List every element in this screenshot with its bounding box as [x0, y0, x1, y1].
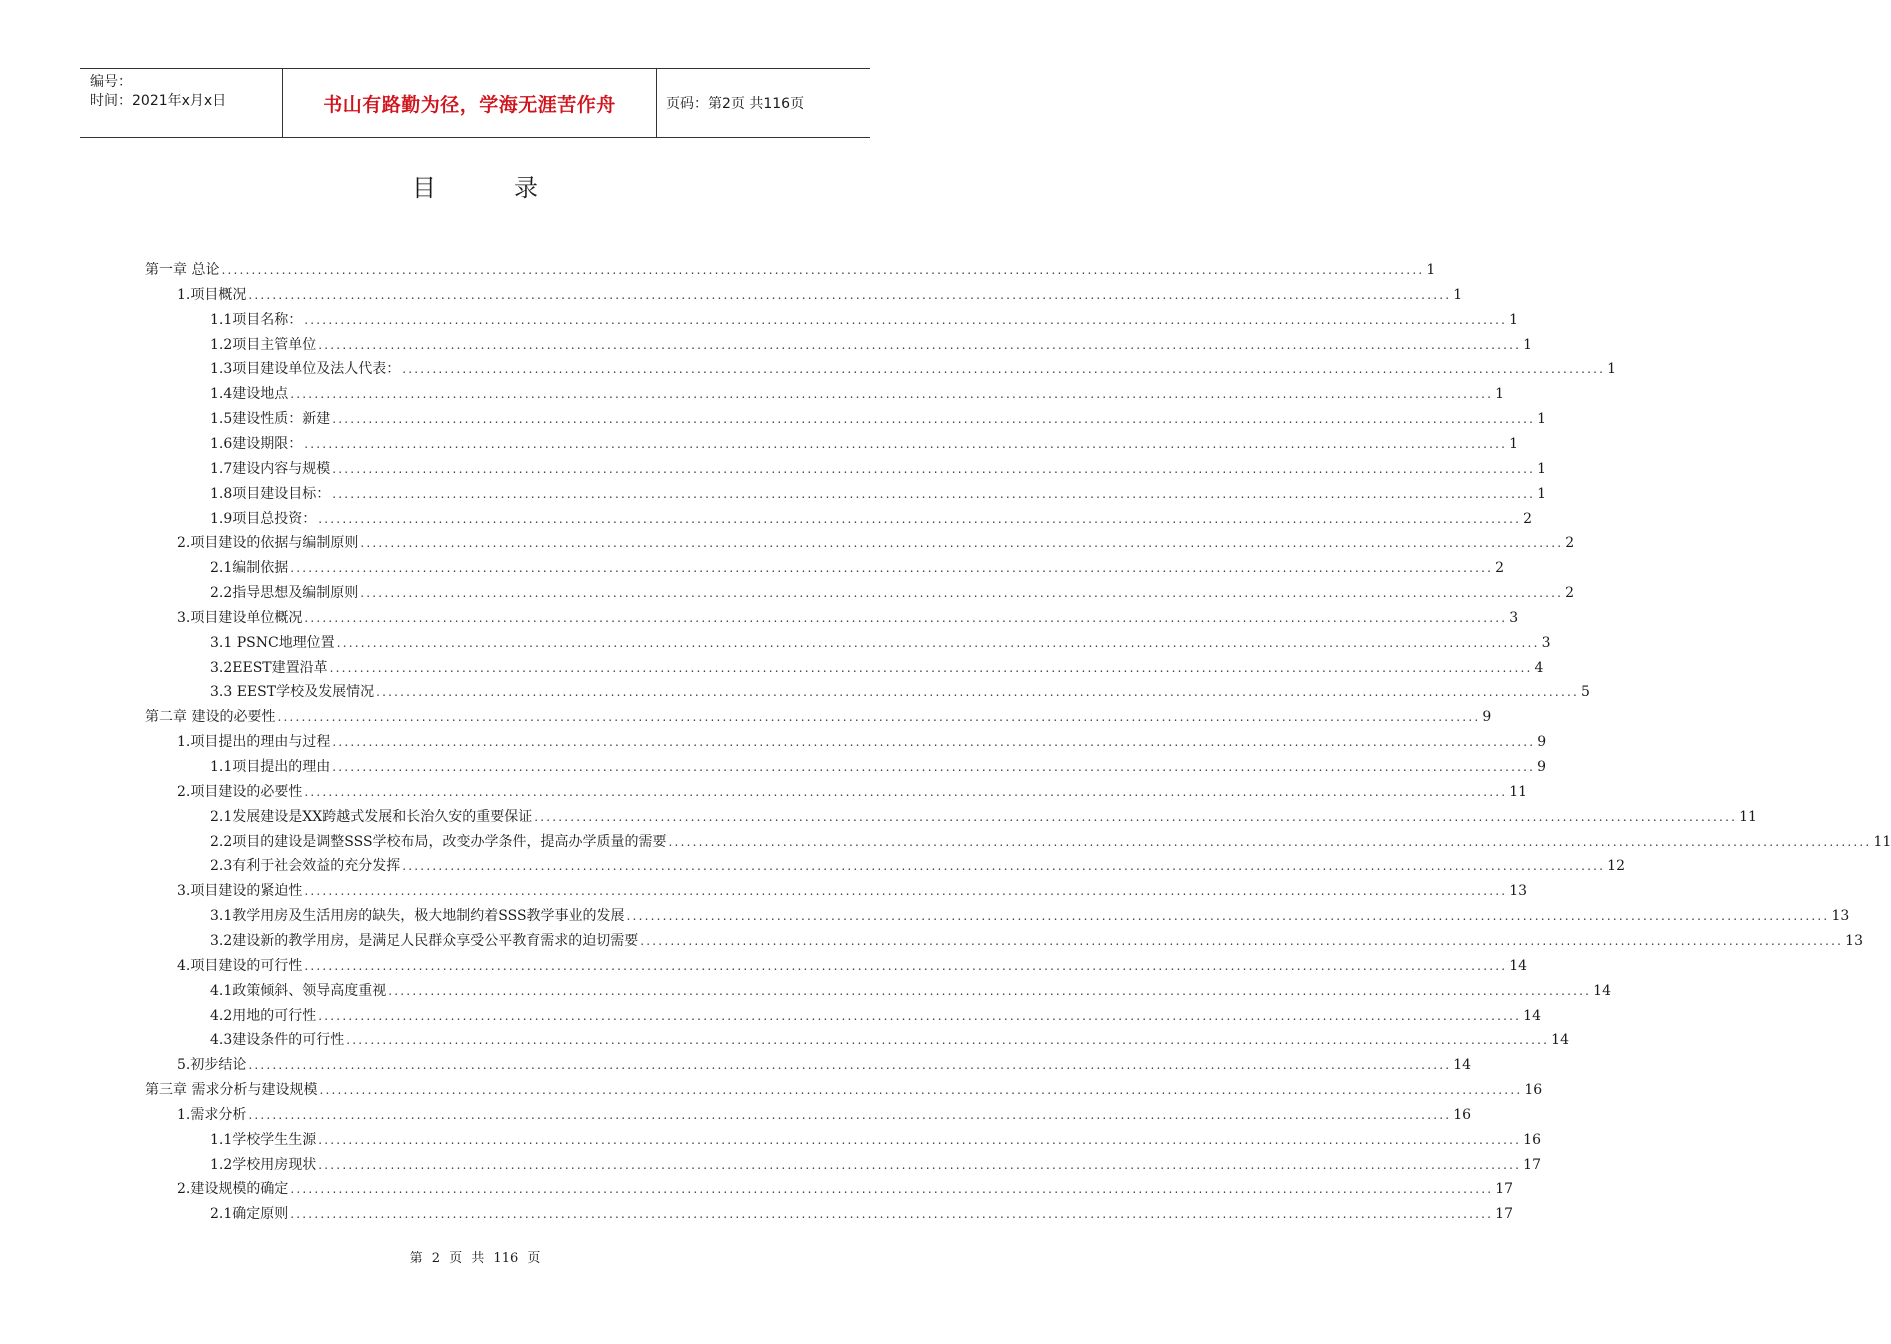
toc-entry-page: 13: [1509, 883, 1528, 900]
toc-entry-text: 第一章 总论: [145, 262, 220, 278]
toc-leader-dots: ........................................................................................................................................................................................................: [388, 983, 1592, 998]
toc-entry[interactable]: [177, 780, 1528, 805]
toc-entry-page: 2: [1565, 585, 1575, 602]
toc-leader-dots: ........................................................................................................................................................................................................: [376, 685, 1579, 700]
toc-entry[interactable]: [210, 631, 1551, 656]
toc-entry-text: 2.1发展建设是XX跨越式发展和长治久安的重要保证: [210, 808, 533, 825]
toc-entry-text: 3.2EEST建置沿革: [210, 659, 328, 676]
toc-entry-text: 4.项目建设的可行性: [177, 957, 303, 974]
toc-entry-text: 1.8项目建设目标：: [210, 485, 331, 502]
toc-entry-page: 1: [1537, 411, 1547, 428]
toc-entry[interactable]: [210, 581, 1575, 606]
toc-leader-dots: ........................................................................................................................................................................................................: [318, 1157, 1522, 1172]
toc-leader-dots: ........................................................................................................................................................................................................: [248, 1058, 1452, 1073]
toc-entry-text: 1.3项目建设单位及法人代表：: [210, 361, 401, 378]
toc-entry-page: 17: [1495, 1206, 1513, 1223]
toc-entry[interactable]: [210, 308, 1519, 333]
toc-entry-page: 1: [1607, 361, 1617, 378]
toc-leader-dots: ........................................................................................................................................................................................................: [290, 387, 1494, 402]
toc-entry-page: 3: [1541, 634, 1551, 651]
toc-entry-text: 2.1编制依据: [210, 560, 289, 577]
toc-entry-text: 3.项目建设的紧迫性: [177, 883, 303, 900]
toc-entry-page: 13: [1845, 932, 1863, 949]
toc-leader-dots: ........................................................................................................................................................................................................: [318, 511, 1522, 526]
toc-leader-dots: ........................................................................................................................................................................................................: [290, 1182, 1494, 1197]
toc-entry[interactable]: [210, 805, 1757, 830]
toc-entry-page: 4: [1534, 659, 1544, 676]
toc-entry[interactable]: [177, 879, 1528, 904]
toc-entry-text: 1.9项目总投资：: [210, 510, 317, 527]
toc-leader-dots: ........................................................................................................................................................................................................: [332, 412, 1536, 427]
toc-leader-dots: ........................................................................................................................................................................................................: [221, 263, 1425, 277]
toc-entry-text: 1.项目提出的理由与过程: [177, 734, 331, 751]
toc-leader-dots: ........................................................................................................................................................................................................: [304, 312, 1508, 327]
document-number-label: 编号：: [90, 74, 132, 90]
page-footer: 第 2 页 共 116 页: [409, 1251, 541, 1266]
toc-leader-dots: ........................................................................................................................................................................................................: [319, 1083, 1523, 1098]
toc-leader-dots: ........................................................................................................................................................................................................: [304, 958, 1508, 973]
toc-leader-dots: ........................................................................................................................................................................................................: [402, 362, 1606, 377]
toc-entry-text: 1.1学校学生生源: [210, 1131, 317, 1148]
header-meta: [80, 69, 283, 137]
toc-entry[interactable]: [210, 357, 1617, 382]
toc-leader-dots: ........................................................................................................................................................................................................: [332, 735, 1536, 750]
toc-entry[interactable]: [177, 1177, 1514, 1202]
toc-entry-text: 1.2项目主管单位: [210, 336, 317, 353]
toc-leader-dots: ........................................................................................................................................................................................................: [668, 834, 1872, 849]
toc-entry[interactable]: [210, 382, 1505, 407]
toc-entry-page: 14: [1509, 957, 1528, 974]
toc-entry[interactable]: [210, 830, 1891, 855]
toc-leader-dots: ........................................................................................................................................................................................................: [248, 1107, 1452, 1122]
toc-leader-dots: ........................................................................................................................................................................................................: [332, 486, 1536, 501]
toc-entry-text: 2.1确定原则: [210, 1206, 289, 1223]
toc-entry-page: 16: [1524, 1082, 1543, 1099]
toc-entry[interactable]: [210, 656, 1544, 681]
toc-entry-page: 13: [1831, 908, 1850, 925]
toc-leader-dots: ........................................................................................................................................................................................................: [304, 784, 1508, 799]
toc-entry[interactable]: [210, 1004, 1541, 1029]
toc-entry-page: 14: [1453, 1057, 1472, 1074]
toc-entry[interactable]: [177, 606, 1519, 631]
toc-entry-text: 4.2用地的可行性: [210, 1007, 317, 1024]
toc-entry-text: 2.建设规模的确定: [177, 1181, 289, 1198]
toc-entry-page: 16: [1523, 1131, 1541, 1148]
toc-leader-dots: ........................................................................................................................................................................................................: [360, 536, 1564, 551]
toc-leader-dots: ........................................................................................................................................................................................................: [360, 586, 1564, 601]
toc-entry[interactable]: [177, 1053, 1472, 1078]
toc-entry[interactable]: [210, 556, 1505, 581]
toc-entry-page: 17: [1523, 1156, 1541, 1173]
toc-entry-page: 1: [1523, 336, 1533, 353]
toc-entry-text: 2.2指导思想及编制原则: [210, 585, 359, 602]
toc-entry[interactable]: [210, 1153, 1541, 1178]
toc-entry-page: 1: [1537, 460, 1547, 477]
toc-leader-dots: ........................................................................................................................................................................................................: [346, 1033, 1550, 1048]
toc-entry[interactable]: [210, 979, 1611, 1004]
toc-entry-text: 1.需求分析: [177, 1106, 247, 1123]
toc-leader-dots: ........................................................................................................................................................................................................: [304, 436, 1508, 451]
toc-entry-text: 4.1政策倾斜、领导高度重视: [210, 982, 387, 999]
toc-entry-page: 9: [1537, 759, 1547, 775]
toc-entry[interactable]: [210, 432, 1519, 457]
toc-entry[interactable]: [177, 954, 1528, 979]
toc-entry-text: 第二章 建设的必要性: [145, 709, 276, 726]
toc-entry-text: 1.项目概况: [177, 286, 247, 303]
toc-entry-text: 2.项目建设的依据与编制原则: [177, 535, 359, 552]
toc-entry-text: 3.2建设新的教学用房，是满足人民群众享受公平教育需求的迫切需要: [210, 932, 639, 949]
toc-entry[interactable]: [210, 333, 1533, 358]
toc-entry[interactable]: [210, 755, 1547, 780]
toc-entry[interactable]: [210, 854, 1625, 879]
toc-entry-text: 4.3建设条件的可行性: [210, 1032, 345, 1049]
document-date: 时间：2021年x月x日: [90, 93, 227, 109]
page-header: [80, 68, 870, 138]
toc-entry-page: 1: [1453, 286, 1463, 303]
toc-entry-page: 1: [1426, 262, 1436, 278]
toc-entry[interactable]: [210, 929, 1863, 954]
toc-entry-text: 1.6建设期限：: [210, 435, 303, 452]
toc-entry-page: 5: [1580, 684, 1590, 701]
toc-entry-text: 2.3有利于社会效益的充分发挥: [210, 858, 401, 875]
toc-entry-text: 5.初步结论: [177, 1057, 247, 1074]
toc-entry[interactable]: [145, 258, 1436, 283]
toc-leader-dots: ........................................................................................................................................................................................................: [248, 287, 1452, 302]
toc-leader-dots: ........................................................................................................................................................................................................: [402, 859, 1606, 874]
toc-entry-text: 第三章 需求分析与建设规模: [145, 1082, 318, 1099]
toc-leader-dots: ........................................................................................................................................................................................................: [626, 909, 1830, 924]
toc-leader-dots: ........................................................................................................................................................................................................: [329, 660, 1533, 675]
toc-entry-page: 2: [1495, 560, 1505, 577]
toc-entry-page: 14: [1551, 1032, 1569, 1049]
toc-entry-text: 3.1教学用房及生活用房的缺失，极大地制约着SSS教学事业的发展: [210, 908, 625, 925]
toc-entry-page: 1: [1537, 485, 1547, 502]
toc-entry-text: 3.3 EEST学校及发展情况: [210, 684, 375, 701]
toc-entry[interactable]: [145, 1078, 1543, 1103]
toc-leader-dots: ........................................................................................................................................................................................................: [318, 1008, 1522, 1023]
toc-title-char-2: 录: [514, 174, 538, 202]
toc-entry-page: 9: [1482, 709, 1492, 726]
toc-entry-page: 12: [1607, 858, 1625, 875]
toc-leader-dots: ........................................................................................................................................................................................................: [304, 884, 1508, 899]
toc-entry-page: 11: [1873, 833, 1891, 850]
toc-leader-dots: ........................................................................................................................................................................................................: [640, 933, 1844, 948]
toc-entry[interactable]: [210, 407, 1547, 432]
toc-entry-page: 2: [1565, 535, 1575, 552]
toc-entry-page: 11: [1509, 783, 1528, 800]
toc-entry[interactable]: [177, 531, 1575, 556]
toc-entry-text: 3.项目建设单位概况: [177, 609, 303, 626]
toc-leader-dots: ........................................................................................................................................................................................................: [534, 809, 1738, 824]
toc-title: [0, 168, 950, 203]
toc-entry[interactable]: [177, 730, 1547, 755]
toc-entry-text: 1.4建设地点: [210, 386, 289, 403]
toc-leader-dots: ........................................................................................................................................................................................................: [318, 337, 1522, 352]
toc-entry-page: 11: [1739, 808, 1757, 825]
toc-entry-text: 1.5建设性质：新建: [210, 411, 331, 428]
toc-entry-page: 1: [1495, 386, 1505, 403]
toc-entry-page: 2: [1523, 510, 1533, 527]
toc-leader-dots: ........................................................................................................................................................................................................: [318, 1132, 1522, 1147]
toc-entry-text: 3.1 PSNC地理位置: [210, 634, 335, 651]
toc-title-char-1: 目: [412, 174, 436, 202]
header-page-info: 页码：第2页 共116页: [666, 96, 805, 112]
toc-entry[interactable]: [210, 680, 1590, 705]
toc-entry-text: 1.2学校用房现状: [210, 1156, 317, 1173]
toc-entry-text: 2.项目建设的必要性: [177, 783, 303, 800]
toc-entry[interactable]: [177, 283, 1463, 308]
toc-leader-dots: ........................................................................................................................................................................................................: [290, 1207, 1494, 1222]
toc-entry-text: 1.7建设内容与规模: [210, 460, 331, 477]
toc-entry[interactable]: [210, 1128, 1541, 1153]
toc-leader-dots: ........................................................................................................................................................................................................: [332, 461, 1536, 476]
toc-entry-page: 1: [1509, 435, 1519, 452]
toc-entry-text: 1.1项目名称：: [210, 311, 303, 328]
header-motto: 书山有路勤为径，学海无涯苦作舟: [283, 69, 657, 137]
toc-entry-text: 1.1项目提出的理由: [210, 759, 331, 775]
toc-entry[interactable]: [210, 904, 1850, 929]
toc-entry-page: 14: [1523, 1007, 1541, 1024]
toc-leader-dots: ........................................................................................................................................................................................................: [277, 710, 1481, 725]
toc-entry-page: 16: [1453, 1106, 1472, 1123]
toc-entry-page: 3: [1509, 609, 1519, 626]
toc-leader-dots: ........................................................................................................................................................................................................: [290, 561, 1494, 576]
toc-leader-dots: ........................................................................................................................................................................................................: [336, 635, 1540, 650]
toc-entry[interactable]: [210, 1202, 1513, 1227]
toc-entry-page: 1: [1509, 311, 1519, 328]
toc-entry[interactable]: [210, 482, 1547, 507]
toc-leader-dots: ........................................................................................................................................................................................................: [304, 610, 1508, 625]
toc-leader-dots: ........................................................................................................................................................................................................: [332, 760, 1536, 774]
toc-entry-page: 9: [1537, 734, 1547, 751]
toc-entry-text: 2.2项目的建设是调整SSS学校布局，改变办学条件，提高办学质量的需要: [210, 833, 667, 850]
toc-entry[interactable]: [210, 457, 1547, 482]
toc-entry-page: 17: [1495, 1181, 1514, 1198]
toc-entry[interactable]: [177, 1103, 1472, 1128]
toc-entry[interactable]: [210, 507, 1533, 532]
toc-entry[interactable]: [210, 1028, 1569, 1053]
toc-entry-page: 14: [1593, 982, 1611, 999]
toc-entry[interactable]: [145, 705, 1492, 730]
